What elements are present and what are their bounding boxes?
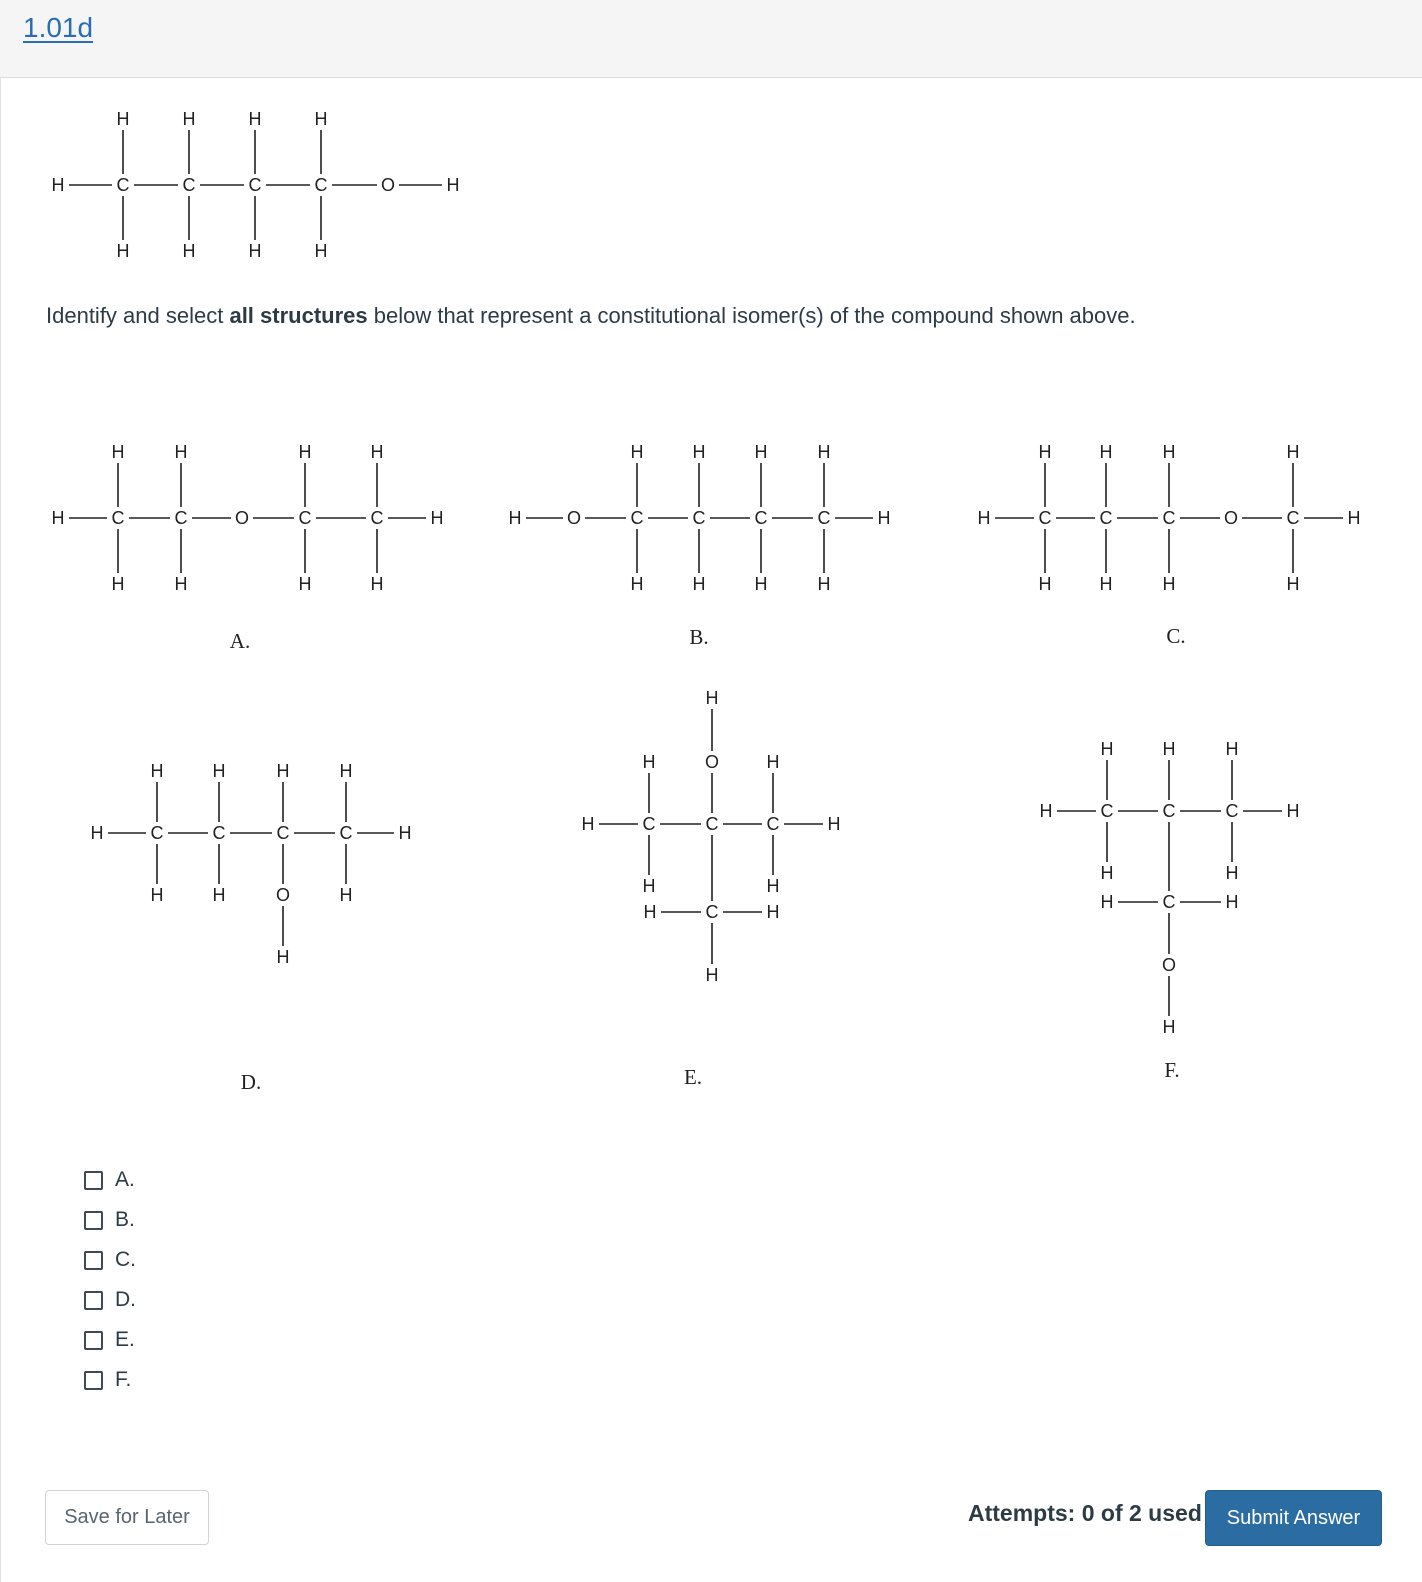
- atom-c: C: [370, 508, 384, 528]
- atom-o: O: [275, 885, 291, 905]
- atom-h: H: [827, 814, 841, 834]
- atom-h: H: [182, 241, 196, 261]
- atom-h: H: [298, 574, 312, 594]
- atom-h: H: [508, 508, 522, 528]
- atom-h: H: [111, 442, 125, 462]
- atom-o: O: [380, 175, 396, 195]
- choice-f[interactable]: F.: [84, 1360, 136, 1400]
- structure-e: [582, 688, 841, 985]
- answer-choices: [84, 1160, 136, 1400]
- structure-label-a: A.: [229, 629, 251, 653]
- atom-h: H: [370, 574, 384, 594]
- atom-o: O: [566, 508, 582, 528]
- atom-h: H: [1347, 508, 1361, 528]
- atom-h: H: [446, 175, 460, 195]
- atom-c: C: [1225, 801, 1239, 821]
- atom-h: H: [370, 442, 384, 462]
- atom-c: C: [174, 508, 188, 528]
- atom-h: H: [817, 574, 831, 594]
- atom-h: H: [766, 752, 780, 772]
- atom-h: H: [248, 241, 262, 261]
- question-text: Identify and select all structures below that represent a constitutional isomer(s) of the compound shown above.: [46, 303, 1136, 328]
- atom-h: H: [398, 823, 412, 843]
- atom-c: C: [1038, 508, 1052, 528]
- atom-h: H: [643, 902, 657, 922]
- atom-c: C: [1099, 508, 1113, 528]
- question-title-link[interactable]: 1.01d: [23, 12, 94, 43]
- atom-h: H: [1038, 442, 1052, 462]
- atom-h: H: [817, 442, 831, 462]
- structure-label-e: E.: [683, 1065, 703, 1089]
- atom-h: H: [1286, 801, 1300, 821]
- structure-f: [1040, 739, 1300, 1037]
- atom-h: H: [705, 688, 719, 708]
- checkbox-d[interactable]: [84, 1291, 103, 1310]
- checkbox-e[interactable]: [84, 1331, 103, 1350]
- atom-h: H: [174, 574, 188, 594]
- atom-c: C: [212, 823, 226, 843]
- atom-h: H: [314, 109, 328, 129]
- atom-h: H: [1038, 574, 1052, 594]
- atom-h: H: [1162, 739, 1176, 759]
- submit-answer-button[interactable]: Submit Answer: [1205, 1490, 1382, 1546]
- checkbox-f[interactable]: [84, 1371, 103, 1390]
- atom-h: H: [581, 814, 595, 834]
- atom-h: H: [298, 442, 312, 462]
- atom-c: C: [1162, 892, 1176, 912]
- atom-h: H: [90, 823, 104, 843]
- atom-h: H: [430, 508, 444, 528]
- atom-h: H: [1225, 863, 1239, 883]
- atom-o: O: [1223, 508, 1239, 528]
- atom-c: C: [1100, 801, 1114, 821]
- choice-c[interactable]: C.: [84, 1240, 136, 1280]
- atom-h: H: [1162, 1017, 1176, 1037]
- atom-c: C: [817, 508, 831, 528]
- atom-h: H: [276, 761, 290, 781]
- atom-h: H: [1286, 442, 1300, 462]
- structure-label-c: C.: [1166, 624, 1186, 648]
- structure-b: [509, 442, 891, 594]
- atom-h: H: [339, 885, 353, 905]
- atom-c: C: [705, 814, 719, 834]
- atom-h: H: [766, 876, 780, 896]
- attempts-counter: Attempts: 0 of 2 used: [968, 1500, 1202, 1526]
- atom-h: H: [977, 508, 991, 528]
- atom-h: H: [314, 241, 328, 261]
- atom-h: H: [630, 574, 644, 594]
- atom-h: H: [212, 761, 226, 781]
- atom-c: C: [276, 823, 290, 843]
- main-compound: [52, 109, 460, 261]
- atom-c: C: [150, 823, 164, 843]
- atom-c: C: [339, 823, 353, 843]
- atom-h: H: [1100, 863, 1114, 883]
- checkbox-c[interactable]: [84, 1251, 103, 1270]
- atom-h: H: [116, 241, 130, 261]
- atom-h: H: [1039, 801, 1053, 821]
- choice-b[interactable]: B.: [84, 1200, 136, 1240]
- atom-h: H: [150, 885, 164, 905]
- choice-d[interactable]: D.: [84, 1280, 136, 1320]
- atom-h: H: [1286, 574, 1300, 594]
- atom-c: C: [692, 508, 706, 528]
- atom-h: H: [51, 175, 65, 195]
- structure-d: [91, 761, 412, 967]
- checkbox-b[interactable]: [84, 1211, 103, 1230]
- atom-h: H: [212, 885, 226, 905]
- structure-label-f: F.: [1164, 1058, 1180, 1082]
- atom-c: C: [1286, 508, 1300, 528]
- atom-c: C: [111, 508, 125, 528]
- atom-c: C: [248, 175, 262, 195]
- atom-h: H: [276, 947, 290, 967]
- atom-c: C: [754, 508, 768, 528]
- atom-c: C: [766, 814, 780, 834]
- atom-c: C: [1162, 801, 1176, 821]
- atom-h: H: [248, 109, 262, 129]
- atom-h: H: [51, 508, 65, 528]
- atom-c: C: [705, 902, 719, 922]
- atom-h: H: [1099, 442, 1113, 462]
- atom-h: H: [692, 574, 706, 594]
- atom-h: H: [150, 761, 164, 781]
- atom-c: C: [116, 175, 130, 195]
- structure-a: [52, 442, 444, 594]
- atom-h: H: [754, 442, 768, 462]
- atom-h: H: [174, 442, 188, 462]
- choice-e[interactable]: E.: [84, 1320, 136, 1360]
- atom-h: H: [877, 508, 891, 528]
- atom-h: H: [1100, 739, 1114, 759]
- structure-label-b: B.: [689, 625, 709, 649]
- atom-h: H: [754, 574, 768, 594]
- atom-h: H: [1099, 574, 1113, 594]
- atom-c: C: [314, 175, 328, 195]
- checkbox-a[interactable]: [84, 1171, 103, 1190]
- atom-h: H: [182, 109, 196, 129]
- atom-h: H: [1162, 574, 1176, 594]
- atom-o: O: [1161, 955, 1177, 975]
- atom-c: C: [298, 508, 312, 528]
- atom-h: H: [1162, 442, 1176, 462]
- atom-h: H: [1100, 892, 1114, 912]
- save-for-later-button[interactable]: Save for Later: [45, 1490, 209, 1545]
- atom-h: H: [766, 902, 780, 922]
- structure-label-d: D.: [240, 1070, 262, 1094]
- atom-o: O: [704, 752, 720, 772]
- atom-c: C: [642, 814, 656, 834]
- atom-h: H: [630, 442, 644, 462]
- atom-h: H: [116, 109, 130, 129]
- atom-h: H: [111, 574, 125, 594]
- atom-h: H: [692, 442, 706, 462]
- choice-a[interactable]: A.: [84, 1160, 136, 1200]
- atom-h: H: [1225, 739, 1239, 759]
- structure-c: [978, 442, 1361, 594]
- atom-o: O: [234, 508, 250, 528]
- question-emphasis: all structures: [229, 303, 368, 328]
- atom-h: H: [1225, 892, 1239, 912]
- atom-c: C: [182, 175, 196, 195]
- atom-c: C: [630, 508, 644, 528]
- atom-h: H: [642, 752, 656, 772]
- atom-h: H: [339, 761, 353, 781]
- atom-c: C: [1162, 508, 1176, 528]
- atom-h: H: [705, 965, 719, 985]
- atom-h: H: [642, 876, 656, 896]
